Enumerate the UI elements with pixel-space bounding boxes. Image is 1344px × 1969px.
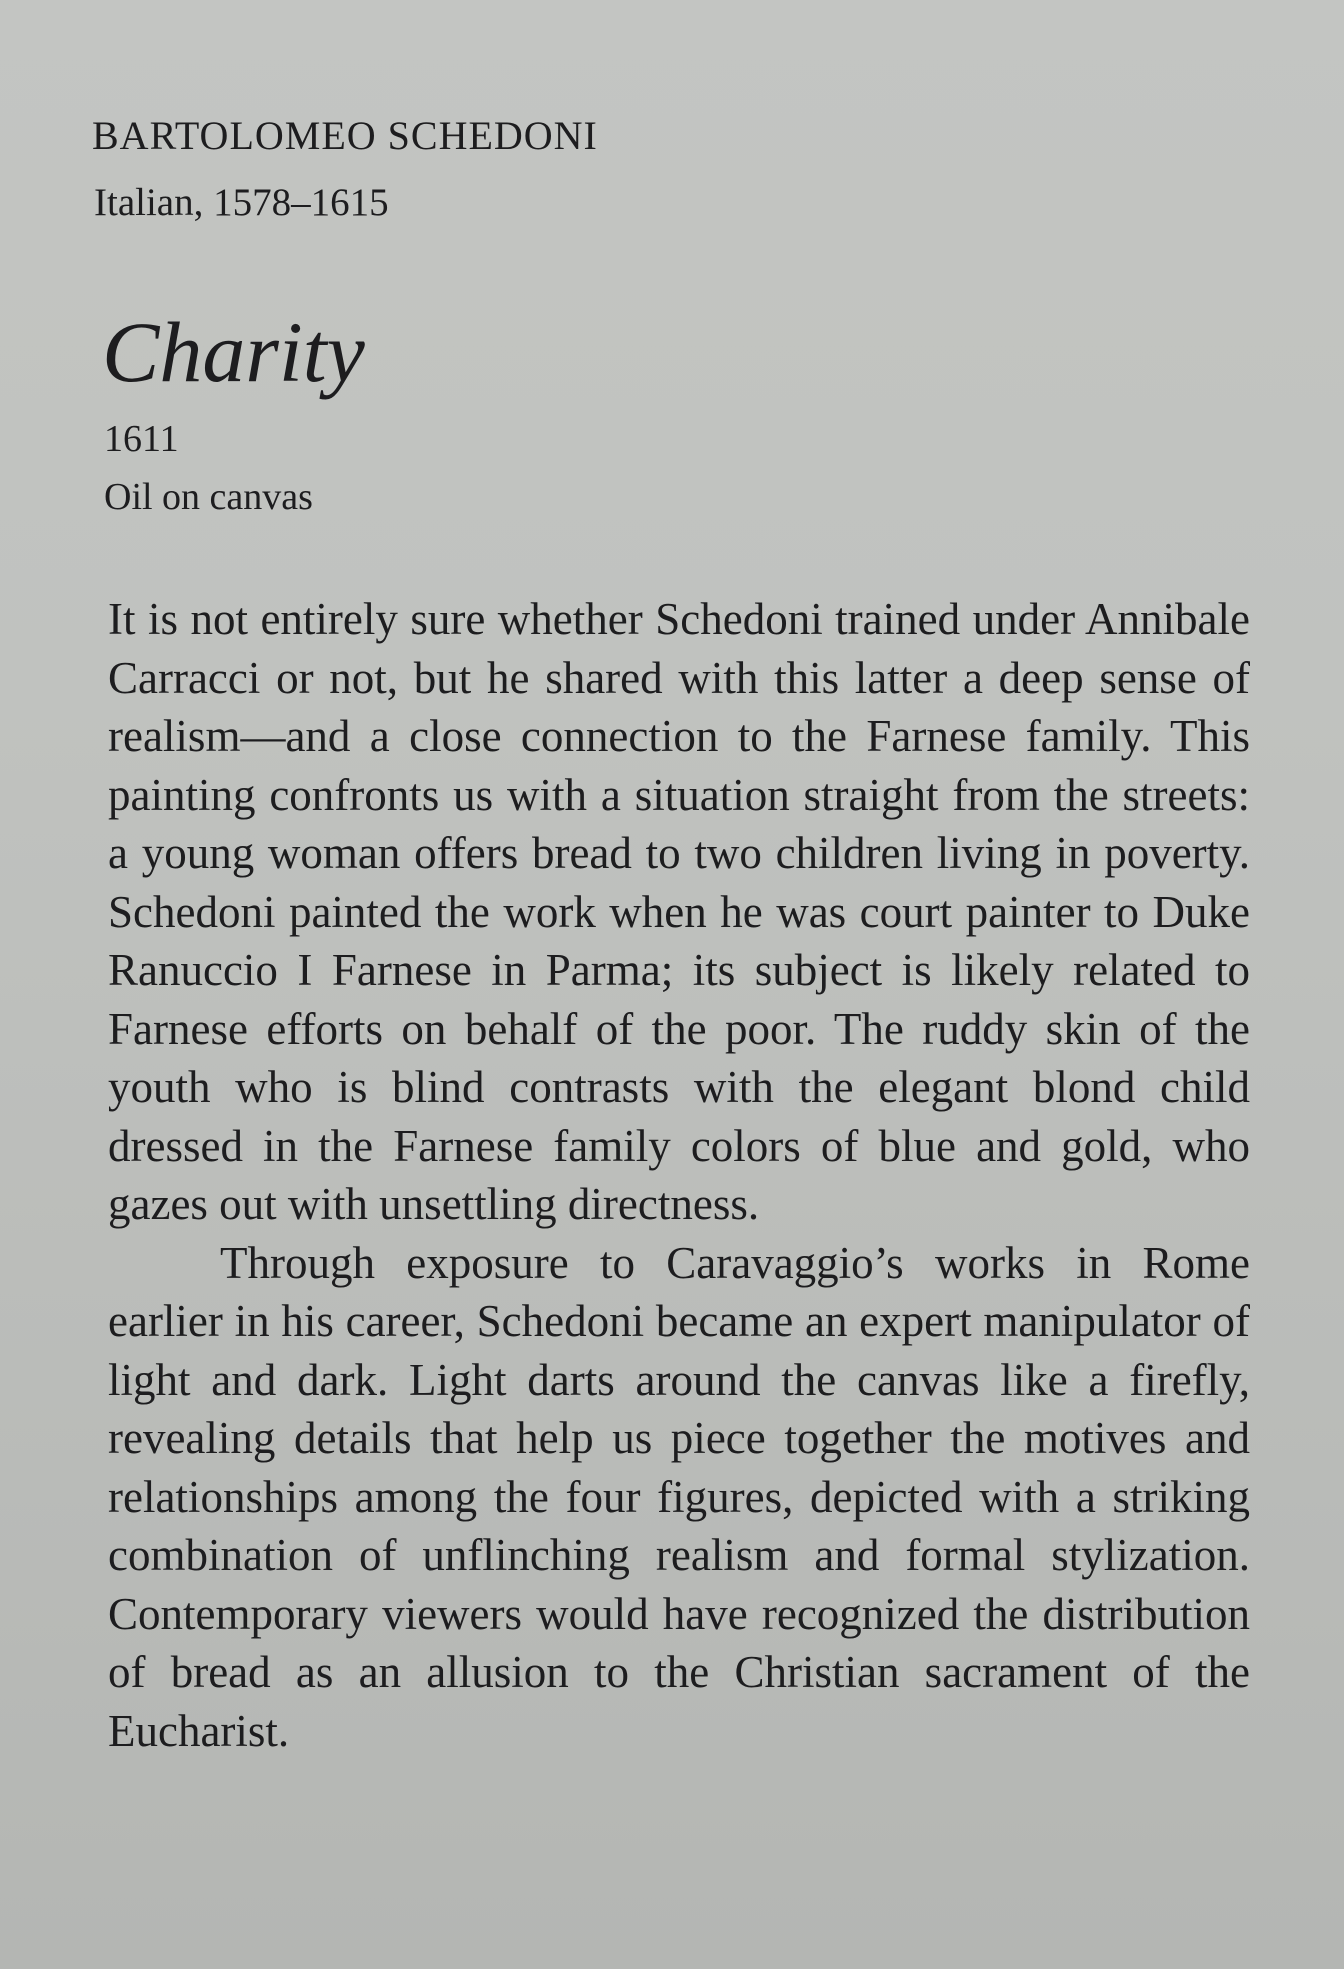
description-paragraph-2: Through exposure to Caravaggio’s works in Rome earlier in his career, Schedoni became an expert manipulator of light and dark. Light darts around the canvas like a firefly, revealing details that help us piece together the motives and relationships among the four figures, depicted with a striking combination of unflinching realism and formal stylization. Contemporary viewers would have recognized the distribution of bread as an allusion to the Christian sacrament of the Eucharist.: [108, 1237, 1250, 1756]
description-paragraph-1: It is not entirely sure whether Schedoni trained under Annibale Carracci or not, but he shared with this latter a deep sense of realism—and a close connection to the Farnese family. This painting confronts us with a situation straight from the streets: a young woman offers bread to two children living in poverty. Schedoni painted the work when he was court painter to Duke Ranuccio I Farnese in Parma; its subject is likely related to Farnese efforts on behalf of the poor. The ruddy skin of the youth who is blind contrasts with the elegant blond child dressed in the Farnese family colors of blue and gold, who gazes out with unsettling directness.: [108, 594, 1250, 1229]
artwork-title: Charity: [102, 304, 365, 400]
artwork-medium: Oil on canvas: [104, 476, 313, 518]
artist-nationality-dates: Italian, 1578–1615: [94, 181, 389, 224]
artist-name: BARTOLOMEO SCHEDONI: [92, 113, 598, 158]
label-description: [108, 590, 1250, 1760]
artwork-date: 1611: [104, 418, 179, 460]
